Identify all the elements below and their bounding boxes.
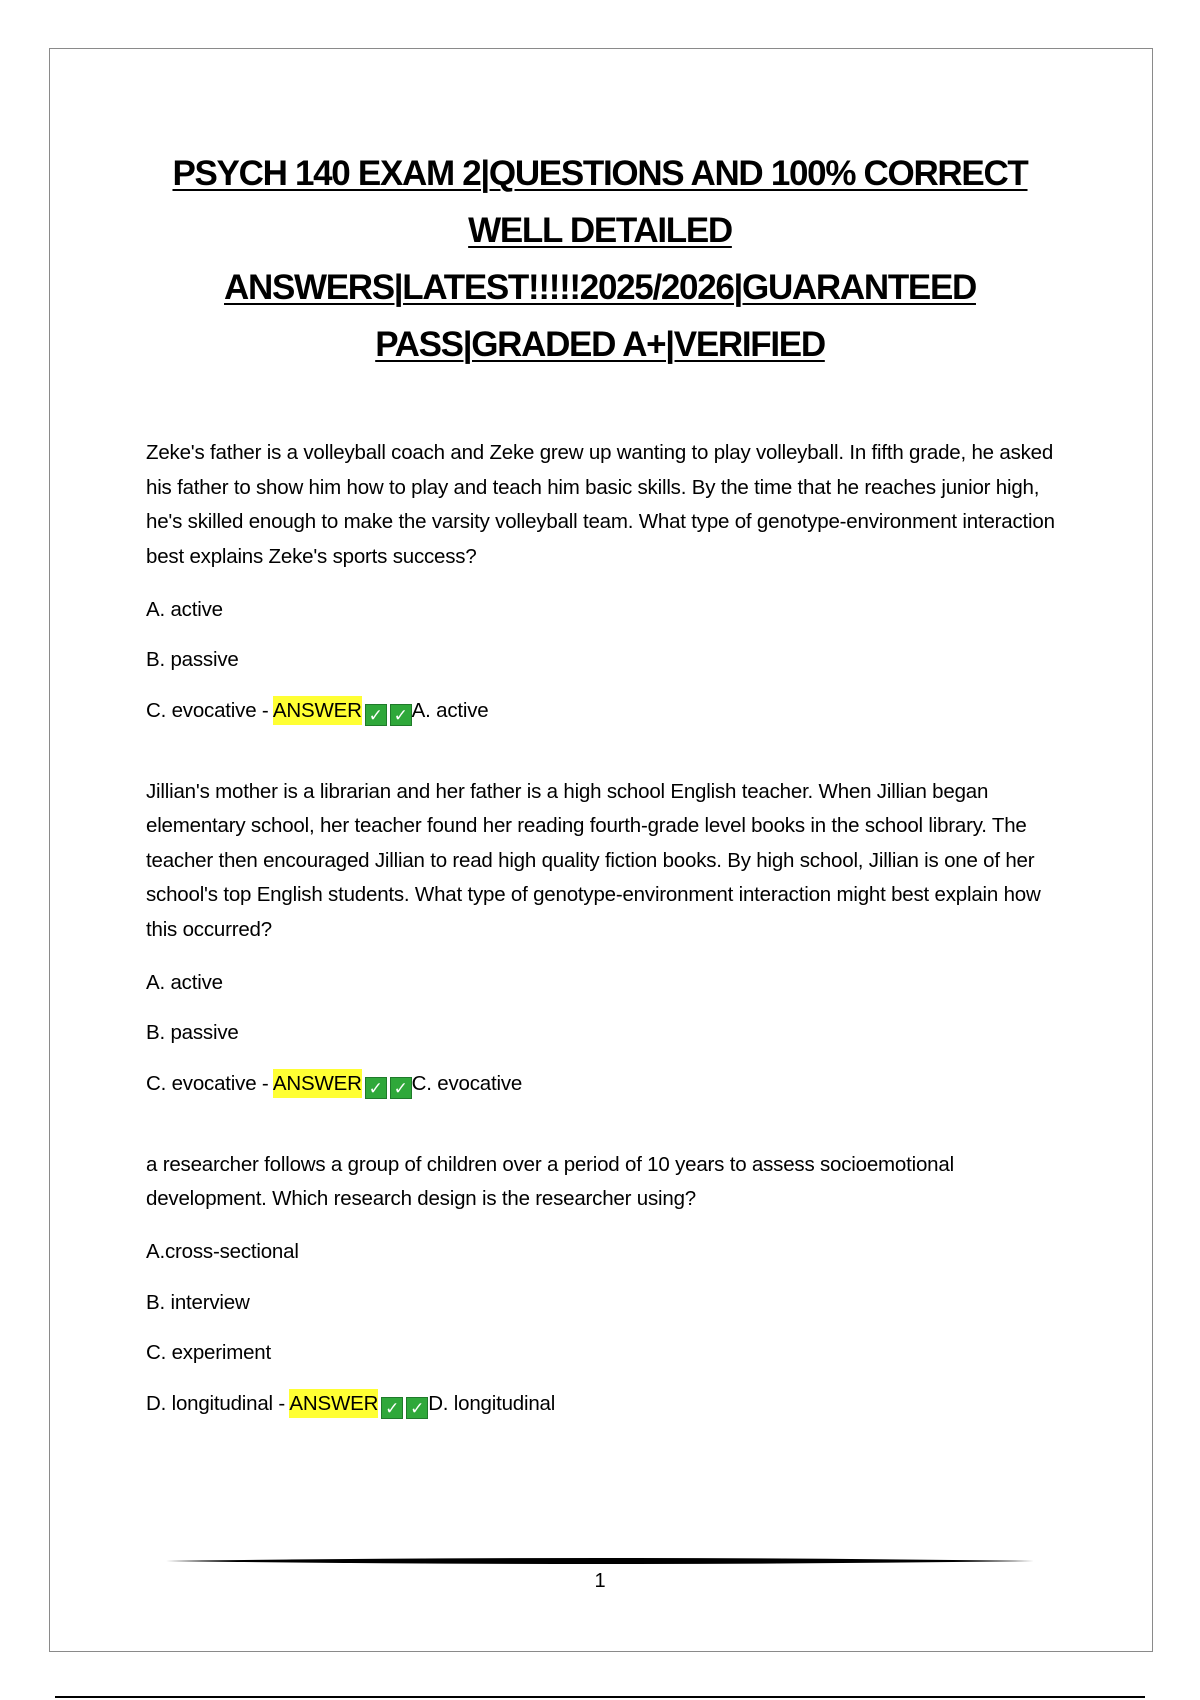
answer-line xyxy=(146,696,1056,726)
question-1 xyxy=(146,436,1056,726)
answer-highlight: ANSWER xyxy=(273,1069,362,1098)
checkmark-icon: ✓ xyxy=(406,1397,428,1419)
answer-option: B. passive xyxy=(146,648,239,671)
answer-option: A. active xyxy=(146,970,223,994)
correct-answer: A. active xyxy=(411,698,489,722)
question-text: a researcher follows a group of children over a period of 10 years to assess socioemotional development. Which research design is the researcher using? xyxy=(146,1152,954,1210)
checkmark-icon: ✓ xyxy=(390,1077,412,1099)
question-text: Jillian's mother is a librarian and her father is a high school English teacher. When Jillian began elementary school, her teacher found her reading fourth-grade level books in the school library. The teacher then encouraged Jillian to read high quality fiction books. By high school, Jillian is one of her school's top English students. What type of genotype-environment interaction might best explain how this occurred? xyxy=(146,779,1041,941)
checkmark-icon: ✓ xyxy=(365,704,387,726)
answer-option: D. longitudinal - xyxy=(146,1391,290,1415)
answer-option: A.cross-sectional xyxy=(146,1240,299,1263)
question-3 xyxy=(146,1148,1056,1419)
checkmark-icon: ✓ xyxy=(365,1077,387,1099)
answer-option: B. passive xyxy=(146,1021,239,1044)
answer-highlight: ANSWER xyxy=(273,696,362,725)
correct-answer: C. evocative xyxy=(411,1071,523,1095)
question-2 xyxy=(146,775,1056,1099)
footer-divider xyxy=(166,1557,1034,1565)
page-number: 1 xyxy=(594,1570,606,1592)
answer-option: C. evocative - xyxy=(146,1071,273,1095)
title-line-2: WELL DETAILED xyxy=(468,211,732,250)
question-text: Zeke's father is a volleyball coach and Zeke grew up wanting to play volleyball. In fifth grade, he asked his father to show him how to play and teach him basic skills. By the time that he reaches junior high, he's skilled enough to make the varsity volleyball team. What type of genotype-environment interaction best explains Zeke's sports success? xyxy=(146,441,1055,568)
checkmark-icon: ✓ xyxy=(381,1397,403,1419)
answer-option: A. active xyxy=(146,597,223,621)
document-body xyxy=(146,436,1056,1468)
document-title xyxy=(140,145,1060,373)
answer-line xyxy=(146,1069,1056,1099)
answer-option: B. interview xyxy=(146,1290,250,1314)
title-line-4: PASS|GRADED A+|VERIFIED xyxy=(375,325,825,364)
title-line-3: ANSWERS|LATEST!!!!!2025/2026|GUARANTEED xyxy=(224,268,976,307)
answer-option: C. evocative - xyxy=(146,698,273,722)
bottom-divider xyxy=(55,1696,1145,1698)
correct-answer: D. longitudinal xyxy=(428,1391,556,1415)
answer-option: C. experiment xyxy=(146,1341,272,1364)
checkmark-icon: ✓ xyxy=(390,704,412,726)
answer-line xyxy=(146,1389,1056,1419)
title-line-1: PSYCH 140 EXAM 2|QUESTIONS AND 100% CORRECT xyxy=(172,154,1028,193)
answer-highlight: ANSWER xyxy=(289,1389,378,1418)
